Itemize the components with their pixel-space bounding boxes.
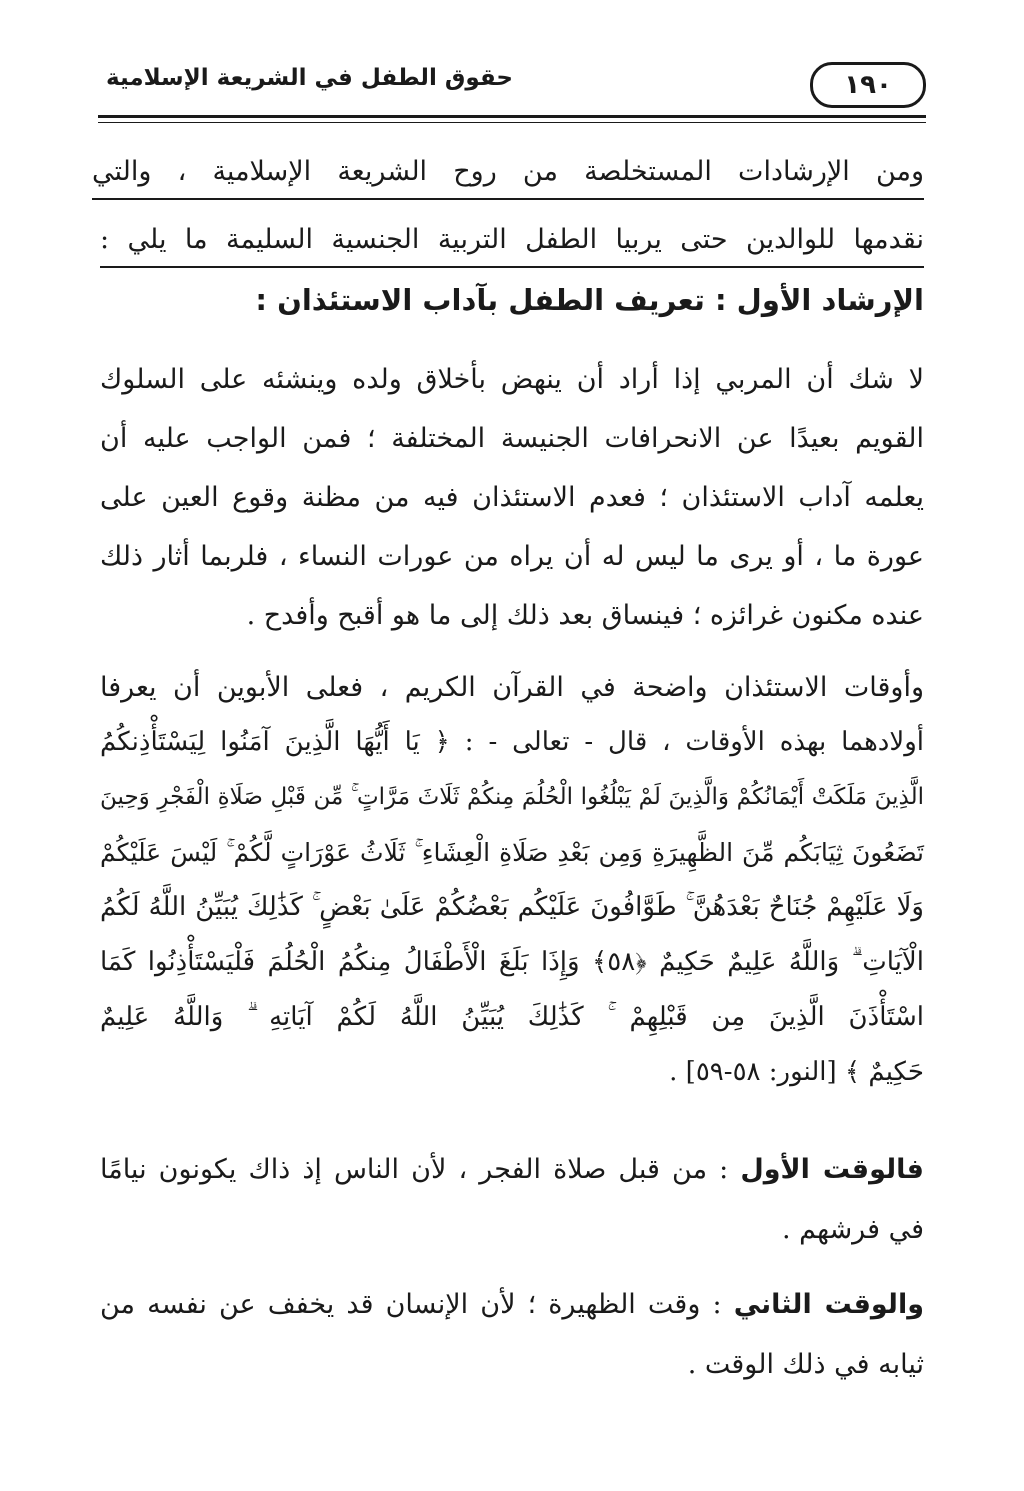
paragraph-line: وأوقات الاستئذان واضحة في القرآن الكريم ، فعلى الأبوين أن يعرفا	[100, 672, 924, 703]
first-time-text: : من قبل صلاة الفجر ، لأن الناس إذ ذاك يكونون نيامًا	[100, 1154, 741, 1185]
paragraph-3	[100, 1140, 924, 1260]
intro-line: ومن الإرشادات المستخلصة من روح الشريعة الإسلامية ، والتي	[92, 150, 924, 200]
paragraph-line: ثيابه في ذلك الوقت .	[687, 1349, 924, 1380]
paragraph-line: لا شك أن المربي إذا أراد أن ينهض بأخلاق ولده وينشئه على السلوك	[100, 364, 924, 395]
paragraph-line: القويم بعيدًا عن الانحرافات الجنيسة المختلفة ؛ فمن الواجب عليه أن	[100, 423, 924, 454]
quran-citation: حَكِيمٌ ﴾ [النور: ٥٨-٥٩] .	[669, 1057, 924, 1087]
paragraph-line: عنده مكنون غرائزه ؛ فينساق بعد ذلك إلى ما هو أقبح وأفدح .	[246, 600, 924, 631]
quran-verse-line: أولادهما بهذه الأوقات ، قال - تعالى - : ﴿ يَا أَيُّهَا الَّذِينَ آمَنُوا لِيَسْتَأْذِنكُمُ	[100, 727, 924, 757]
running-title: حقوق الطفل في الشريعة الإسلامية	[106, 65, 513, 91]
second-time-label: والوقت الثاني	[733, 1289, 924, 1320]
quran-verse-line: اسْتَأْذَنَ الَّذِينَ مِن قَبْلِهِمْ ۚ كَذَٰلِكَ يُبَيِّنُ اللَّهُ لَكُمْ آيَاتِهِ ۗ وَاللَّهُ عَلِيمٌ	[100, 1002, 924, 1032]
quran-verse-line: وَلَا عَلَيْهِمْ جُنَاحٌ بَعْدَهُنَّ ۚ طَوَّافُونَ عَلَيْكُم بَعْضُكُمْ عَلَىٰ بَعْضٍ ۚ كَذَٰلِكَ يُبَيِّنُ اللَّهُ لَكُمُ	[100, 892, 924, 922]
quran-verse-line: الَّذِينَ مَلَكَتْ أَيْمَانُكُمْ وَالَّذِينَ لَمْ يَبْلُغُوا الْحُلُمَ مِنكُمْ ثَلَاثَ مَرَّاتٍ ۚ مِّن قَبْلِ صَلَاةِ الْفَجْرِ وَحِينَ	[100, 784, 924, 810]
header-rule-thick	[98, 115, 926, 118]
quran-verse-line: تَضَعُونَ ثِيَابَكُم مِّنَ الظَّهِيرَةِ وَمِن بَعْدِ صَلَاةِ الْعِشَاءِ ۚ ثَلَاثُ عَوْرَاتٍ لَّكُمْ ۚ لَيْسَ عَلَيْكُمْ	[100, 838, 924, 867]
paragraph-line: عورة ما ، أو يرى ما ليس له أن يراه من عورات النساء ، فلربما أثار ذلك	[100, 541, 924, 572]
paragraph-line: يعلمه آداب الاستئذان ؛ فعدم الاستئذان فيه من مظنة وقوع العين على	[100, 482, 924, 513]
paragraph-line	[100, 1275, 924, 1335]
header-rule-thin	[98, 122, 926, 123]
first-time-label: فالوقت الأول	[740, 1154, 924, 1185]
paragraph-line	[100, 1140, 924, 1200]
paragraph-line: في فرشهم .	[781, 1214, 924, 1245]
paragraph-2	[100, 660, 924, 1100]
intro-paragraph	[92, 150, 924, 268]
intro-line: نقدمها للوالدين حتى يربيا الطفل التربية الجنسية السليمة ما يلي :	[100, 218, 924, 268]
quran-verse-line: الْآيَاتِ ۗ وَاللَّهُ عَلِيمٌ حَكِيمٌ ﴿٥٨﴾ وَإِذَا بَلَغَ الْأَطْفَالُ مِنكُمُ الْحُلُمَ فَلْيَسْتَأْذِنُوا كَمَا	[100, 947, 924, 977]
paragraph-1	[100, 350, 924, 645]
paragraph-4	[100, 1275, 924, 1395]
section-heading: الإرشاد الأول : تعريف الطفل بآداب الاستئذان :	[255, 283, 924, 317]
second-time-text: : وقت الظهيرة ؛ لأن الإنسان قد يخفف عن نفسه من	[100, 1289, 734, 1320]
page-number: ١٩٠	[810, 62, 926, 108]
page-header	[100, 55, 926, 115]
